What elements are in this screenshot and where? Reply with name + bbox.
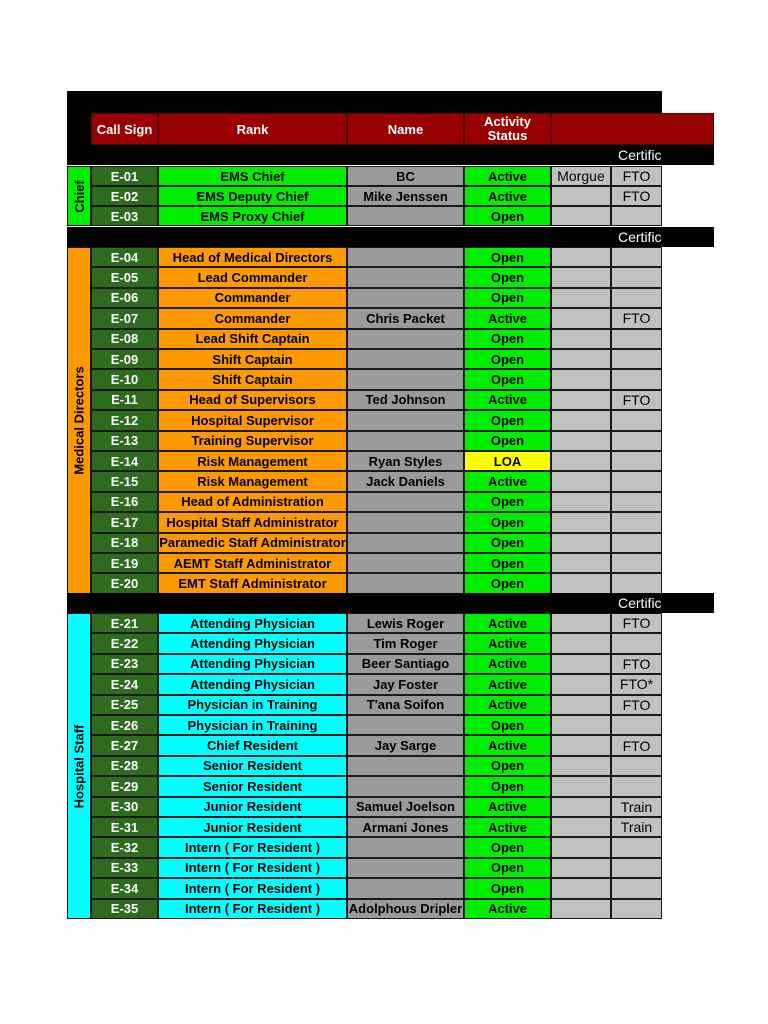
rank-cell: Training Supervisor: [158, 431, 347, 451]
rank-cell: Intern ( For Resident ): [158, 878, 347, 898]
status-cell: Open: [464, 329, 551, 349]
call-sign-cell: E-31: [91, 817, 158, 837]
name-cell: [347, 329, 464, 349]
name-cell: [347, 878, 464, 898]
call-sign-cell: E-08: [91, 329, 158, 349]
cert-cell-1: [551, 695, 611, 715]
table-row: [0, 776, 768, 796]
name-cell: [347, 533, 464, 553]
name-cell: [347, 288, 464, 308]
name-cell: [347, 553, 464, 573]
table-row: [0, 166, 768, 186]
name-cell: Ryan Styles: [347, 451, 464, 471]
status-cell: Open: [464, 837, 551, 857]
cert-cell-2: [611, 899, 662, 919]
status-cell: Active: [464, 633, 551, 653]
cert-cell-1: [551, 756, 611, 776]
cert-cell-2: [611, 369, 662, 389]
rank-cell: EMS Deputy Chief: [158, 186, 347, 206]
call-sign-cell: E-09: [91, 349, 158, 369]
rank-cell: Physician in Training: [158, 715, 347, 735]
cert-cell-2: [611, 267, 662, 287]
cert-cell-2: FTO: [611, 735, 662, 755]
table-row: [0, 674, 768, 694]
rank-cell: Intern ( For Resident ): [158, 837, 347, 857]
cert-cell-2: [611, 715, 662, 735]
cert-cell-1: [551, 206, 611, 226]
status-cell: Open: [464, 369, 551, 389]
certifications-label: Certific: [618, 595, 662, 611]
rank-cell: Chief Resident: [158, 735, 347, 755]
cert-cell-1: [551, 390, 611, 410]
table-row: [0, 369, 768, 389]
name-cell: T'ana Soifon: [347, 695, 464, 715]
table-row: [0, 899, 768, 919]
rank-cell: Junior Resident: [158, 797, 347, 817]
rank-cell: Intern ( For Resident ): [158, 899, 347, 919]
call-sign-cell: E-23: [91, 654, 158, 674]
table-row: [0, 756, 768, 776]
cert-cell-2: [611, 329, 662, 349]
call-sign-cell: E-14: [91, 451, 158, 471]
status-cell: Active: [464, 695, 551, 715]
cert-cell-2: FTO*: [611, 674, 662, 694]
name-cell: BC: [347, 166, 464, 186]
name-cell: Mike Jenssen: [347, 186, 464, 206]
name-cell: [347, 369, 464, 389]
table-row: [0, 654, 768, 674]
call-sign-cell: E-21: [91, 613, 158, 633]
status-cell: Active: [464, 735, 551, 755]
rank-cell: EMS Chief: [158, 166, 347, 186]
rank-cell: Physician in Training: [158, 695, 347, 715]
status-cell: Open: [464, 492, 551, 512]
name-cell: [347, 837, 464, 857]
cert-cell-2: FTO: [611, 654, 662, 674]
rank-cell: Lead Commander: [158, 267, 347, 287]
table-row: [0, 451, 768, 471]
cert-cell-2: Train: [611, 797, 662, 817]
rank-cell: Hospital Supervisor: [158, 410, 347, 430]
name-cell: Jay Foster: [347, 674, 464, 694]
cert-cell-2: FTO: [611, 186, 662, 206]
status-cell: LOA: [464, 451, 551, 471]
name-cell: [347, 267, 464, 287]
header-name: Name: [347, 113, 464, 145]
name-cell: [347, 715, 464, 735]
call-sign-cell: E-24: [91, 674, 158, 694]
header-rank: Rank: [158, 113, 347, 145]
name-cell: [347, 247, 464, 267]
status-cell: Active: [464, 186, 551, 206]
cert-cell-1: [551, 410, 611, 430]
rank-cell: Intern ( For Resident ): [158, 858, 347, 878]
table-row: [0, 390, 768, 410]
table-row: [0, 329, 768, 349]
rank-cell: Head of Medical Directors: [158, 247, 347, 267]
name-cell: [347, 206, 464, 226]
cert-cell-2: [611, 858, 662, 878]
rank-cell: Senior Resident: [158, 756, 347, 776]
cert-cell-1: [551, 654, 611, 674]
rank-cell: EMT Staff Administrator: [158, 573, 347, 593]
status-cell: Active: [464, 308, 551, 328]
table-row: [0, 206, 768, 226]
cert-cell-2: FTO: [611, 166, 662, 186]
status-cell: Open: [464, 756, 551, 776]
status-cell: Open: [464, 512, 551, 532]
rank-cell: Hospital Staff Administrator: [158, 512, 347, 532]
section-label-text: Medical Directors: [71, 366, 87, 475]
call-sign-cell: E-03: [91, 206, 158, 226]
table-row: [0, 247, 768, 267]
table-row: [0, 797, 768, 817]
status-cell: Open: [464, 573, 551, 593]
status-cell: Open: [464, 878, 551, 898]
call-sign-cell: E-18: [91, 533, 158, 553]
cert-cell-1: [551, 329, 611, 349]
section-band-bg: [67, 227, 714, 247]
cert-cell-2: [611, 776, 662, 796]
cert-cell-1: [551, 613, 611, 633]
table-row: [0, 613, 768, 633]
status-cell: Active: [464, 797, 551, 817]
status-cell: Open: [464, 431, 551, 451]
call-sign-cell: E-28: [91, 756, 158, 776]
section-band-bg: [67, 145, 714, 165]
cert-cell-1: [551, 349, 611, 369]
name-cell: [347, 349, 464, 369]
cert-cell-1: [551, 186, 611, 206]
table-row: [0, 695, 768, 715]
name-cell: [347, 410, 464, 430]
call-sign-cell: E-12: [91, 410, 158, 430]
table-row: [0, 349, 768, 369]
cert-cell-2: [611, 492, 662, 512]
call-sign-cell: E-32: [91, 837, 158, 857]
name-cell: Chris Packet: [347, 308, 464, 328]
certifications-label: Certific: [618, 229, 662, 245]
cert-cell-2: [611, 431, 662, 451]
cert-cell-1: [551, 735, 611, 755]
cert-cell-1: [551, 512, 611, 532]
rank-cell: Head of Administration: [158, 492, 347, 512]
cert-cell-2: [611, 451, 662, 471]
cert-cell-1: [551, 817, 611, 837]
cert-cell-2: [611, 288, 662, 308]
rank-cell: Junior Resident: [158, 817, 347, 837]
cert-cell-1: [551, 633, 611, 653]
status-cell: Open: [464, 715, 551, 735]
status-cell: Active: [464, 817, 551, 837]
cert-cell-2: [611, 837, 662, 857]
cert-cell-1: [551, 308, 611, 328]
call-sign-cell: E-25: [91, 695, 158, 715]
cert-cell-2: [611, 573, 662, 593]
call-sign-cell: E-11: [91, 390, 158, 410]
section-band-bg: [67, 593, 714, 613]
table-row: [0, 431, 768, 451]
cert-cell-2: [611, 878, 662, 898]
name-cell: Jay Sarge: [347, 735, 464, 755]
cert-cell-2: FTO: [611, 613, 662, 633]
call-sign-cell: E-20: [91, 573, 158, 593]
call-sign-cell: E-01: [91, 166, 158, 186]
rank-cell: Attending Physician: [158, 654, 347, 674]
cert-cell-1: [551, 431, 611, 451]
call-sign-cell: E-29: [91, 776, 158, 796]
call-sign-cell: E-30: [91, 797, 158, 817]
call-sign-cell: E-04: [91, 247, 158, 267]
call-sign-cell: E-19: [91, 553, 158, 573]
table-row: [0, 715, 768, 735]
table-row: [0, 492, 768, 512]
cert-cell-1: [551, 471, 611, 491]
status-cell: Active: [464, 471, 551, 491]
cert-cell-1: [551, 899, 611, 919]
rank-cell: Attending Physician: [158, 633, 347, 653]
status-cell: Active: [464, 166, 551, 186]
status-cell: Open: [464, 410, 551, 430]
rank-cell: Risk Management: [158, 471, 347, 491]
rank-cell: Risk Management: [158, 451, 347, 471]
status-cell: Open: [464, 349, 551, 369]
cert-cell-1: [551, 369, 611, 389]
cert-cell-2: [611, 349, 662, 369]
name-cell: Samuel Joelson: [347, 797, 464, 817]
cert-cell-1: [551, 776, 611, 796]
cert-cell-2: FTO: [611, 390, 662, 410]
call-sign-cell: E-17: [91, 512, 158, 532]
cert-cell-1: [551, 715, 611, 735]
status-cell: Open: [464, 288, 551, 308]
table-row: [0, 471, 768, 491]
cert-cell-2: [611, 512, 662, 532]
status-cell: Open: [464, 267, 551, 287]
call-sign-cell: E-26: [91, 715, 158, 735]
section-band-hs: [0, 593, 768, 613]
table-row: [0, 633, 768, 653]
call-sign-cell: E-15: [91, 471, 158, 491]
name-cell: [347, 776, 464, 796]
table-row: [0, 533, 768, 553]
name-cell: [347, 573, 464, 593]
cert-cell-2: [611, 206, 662, 226]
cert-cell-2: [611, 533, 662, 553]
cert-cell-1: [551, 858, 611, 878]
cert-cell-1: [551, 267, 611, 287]
name-cell: Beer Santiago: [347, 654, 464, 674]
section-label-text: Hospital Staff: [71, 724, 87, 808]
cert-cell-1: [551, 797, 611, 817]
table-row: [0, 186, 768, 206]
call-sign-cell: E-35: [91, 899, 158, 919]
cert-cell-2: [611, 247, 662, 267]
cert-cell-1: [551, 247, 611, 267]
header-call-sign: Call Sign: [91, 113, 158, 145]
cert-cell-1: Morgue: [551, 166, 611, 186]
name-cell: [347, 756, 464, 776]
table-row: [0, 878, 768, 898]
table-row: [0, 837, 768, 857]
rank-cell: Head of Supervisors: [158, 390, 347, 410]
name-cell: [347, 431, 464, 451]
call-sign-cell: E-22: [91, 633, 158, 653]
status-cell: Open: [464, 533, 551, 553]
status-cell: Active: [464, 613, 551, 633]
header-activity-status: Activity Status: [464, 113, 551, 145]
status-cell: Active: [464, 390, 551, 410]
name-cell: Jack Daniels: [347, 471, 464, 491]
cert-cell-1: [551, 288, 611, 308]
table-row: [0, 573, 768, 593]
rank-cell: Senior Resident: [158, 776, 347, 796]
rank-cell: Shift Captain: [158, 369, 347, 389]
cert-cell-2: FTO: [611, 695, 662, 715]
cert-cell-1: [551, 573, 611, 593]
rank-cell: EMS Proxy Chief: [158, 206, 347, 226]
status-cell: Open: [464, 776, 551, 796]
cert-cell-2: [611, 471, 662, 491]
call-sign-cell: E-27: [91, 735, 158, 755]
cert-cell-1: [551, 492, 611, 512]
name-cell: Adolphous Dripler: [347, 899, 464, 919]
table-row: [0, 735, 768, 755]
table-row: [0, 308, 768, 328]
rank-cell: Attending Physician: [158, 674, 347, 694]
name-cell: Lewis Roger: [347, 613, 464, 633]
name-cell: Armani Jones: [347, 817, 464, 837]
table-row: [0, 553, 768, 573]
certifications-label: Certific: [618, 147, 662, 163]
rank-cell: Commander: [158, 288, 347, 308]
status-cell: Open: [464, 553, 551, 573]
name-cell: [347, 512, 464, 532]
call-sign-cell: E-05: [91, 267, 158, 287]
header-row: [0, 113, 768, 145]
cert-cell-1: [551, 674, 611, 694]
call-sign-cell: E-06: [91, 288, 158, 308]
rank-cell: Shift Captain: [158, 349, 347, 369]
cert-cell-2: FTO: [611, 308, 662, 328]
table-row: [0, 267, 768, 287]
rank-cell: Attending Physician: [158, 613, 347, 633]
header-certifications: [551, 113, 714, 145]
name-cell: Ted Johnson: [347, 390, 464, 410]
name-cell: [347, 492, 464, 512]
call-sign-cell: E-02: [91, 186, 158, 206]
status-cell: Open: [464, 858, 551, 878]
table-row: [0, 817, 768, 837]
cert-cell-1: [551, 878, 611, 898]
rank-cell: Commander: [158, 308, 347, 328]
section-band-chief: [0, 145, 768, 165]
status-cell: Active: [464, 654, 551, 674]
section-band-md: [0, 227, 768, 247]
cert-cell-1: [551, 451, 611, 471]
cert-cell-2: [611, 756, 662, 776]
status-cell: Open: [464, 206, 551, 226]
call-sign-cell: E-33: [91, 858, 158, 878]
cert-cell-1: [551, 837, 611, 857]
call-sign-cell: E-13: [91, 431, 158, 451]
rank-cell: Paramedic Staff Administrator: [158, 533, 347, 553]
cert-cell-2: [611, 633, 662, 653]
table-row: [0, 410, 768, 430]
cert-cell-2: Train: [611, 817, 662, 837]
name-cell: Tim Roger: [347, 633, 464, 653]
table-row: [0, 288, 768, 308]
name-cell: [347, 858, 464, 878]
cert-cell-2: [611, 410, 662, 430]
status-cell: Active: [464, 674, 551, 694]
call-sign-cell: E-34: [91, 878, 158, 898]
call-sign-cell: E-10: [91, 369, 158, 389]
rank-cell: Lead Shift Captain: [158, 329, 347, 349]
section-label-text: Chief: [71, 179, 87, 213]
table-row: [0, 858, 768, 878]
status-cell: Open: [464, 247, 551, 267]
cert-cell-2: [611, 553, 662, 573]
call-sign-cell: E-16: [91, 492, 158, 512]
top-black-band: [67, 91, 662, 113]
cert-cell-1: [551, 553, 611, 573]
status-cell: Active: [464, 899, 551, 919]
table-row: [0, 512, 768, 532]
call-sign-cell: E-07: [91, 308, 158, 328]
cert-cell-1: [551, 533, 611, 553]
rank-cell: AEMT Staff Administrator: [158, 553, 347, 573]
